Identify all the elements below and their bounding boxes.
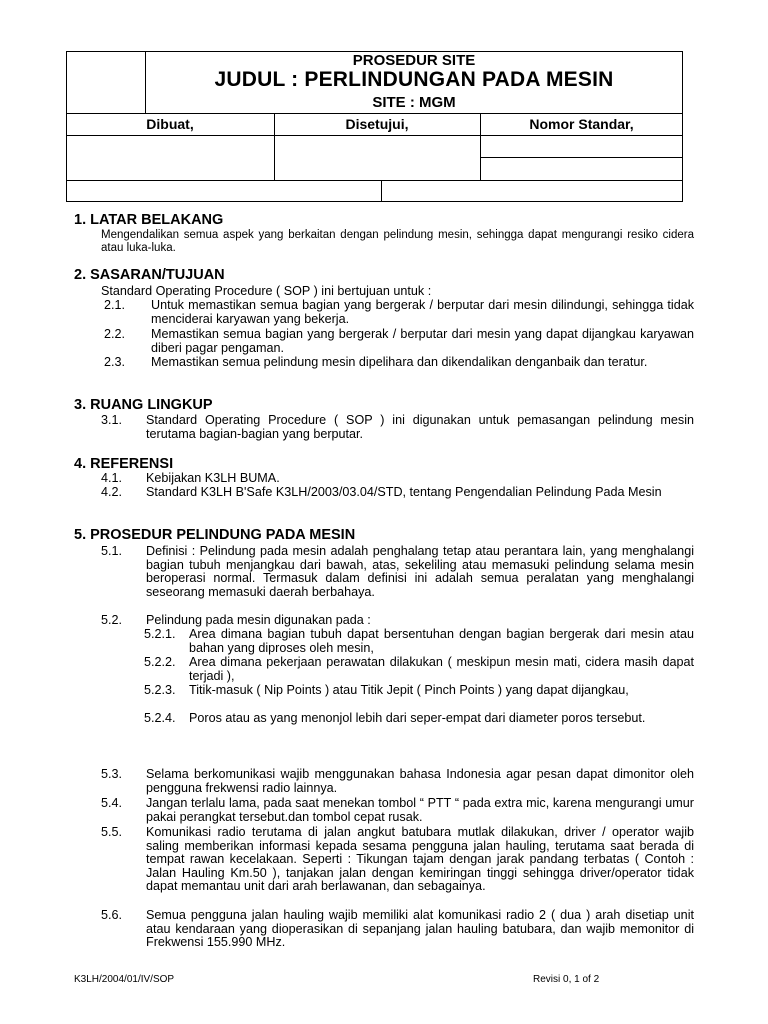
item-number: 5.2.3. <box>144 683 176 697</box>
section-title-referensi: 4. REFERENSI <box>74 456 174 472</box>
list-item: Standard Operating Procedure ( SOP ) ini digunakan untuk pemasangan pelindung mesin terutama bagian-bagian yang berputar. <box>146 413 694 441</box>
item-number: 2.3. <box>104 355 126 369</box>
item-number: 5.2.1. <box>144 627 176 641</box>
list-item: Area dimana bagian tubuh dapat bersentuhan dengan bagian bergerak dari mesin atau bahan yang diproses oleh mesin, <box>189 627 694 655</box>
list-item: Semua pengguna jalan hauling wajib memiliki alat komunikasi radio 2 ( dua ) arah disetiap unit atau kendaraan yang dioperasikan di sepanjang jalan hauling batubara, dan wajib memonitor di Frekwensi 155.990 MHz. <box>146 908 694 950</box>
footer-revision: Revisi 0, 1 of 2 <box>533 974 600 985</box>
header-divider <box>480 157 683 158</box>
label-nomor-standar: Nomor Standar, <box>529 116 634 132</box>
item-number: 5.2.4. <box>144 711 176 725</box>
item-number: 5.2. <box>101 613 123 627</box>
item-number: 5.5. <box>101 825 123 839</box>
list-item: Selama berkomunikasi wajib menggunakan bahasa Indonesia agar pesan dapat dimonitor oleh pengguna frekwensi radio lainnya. <box>146 767 694 795</box>
item-number: 4.1. <box>101 471 123 485</box>
section-title-sasaran: 2. SASARAN/TUJUAN <box>74 267 225 283</box>
label-disetujui: Disetujui, <box>345 116 409 132</box>
list-item: Memastikan semua bagian yang bergerak / berputar dari mesin yang dapat dijangkau karyawan diberi pagar pengaman. <box>151 327 694 355</box>
list-item: Pelindung pada mesin digunakan pada : <box>146 613 371 627</box>
list-item: Memastikan semua pelindung mesin dipelihara dan dikendalikan denganbaik dan teratur. <box>151 355 648 369</box>
doc-type: PROSEDUR SITE <box>352 52 476 69</box>
section-text: Mengendalikan semua aspek yang berkaitan dengan pelindung mesin, sehingga dapat mengurangi resiko cidera atau luka-luka. <box>101 229 694 254</box>
header-divider <box>66 113 683 114</box>
item-number: 5.1. <box>101 544 123 558</box>
section-title-prosedur: 5. PROSEDUR PELINDUNG PADA MESIN <box>74 527 356 543</box>
doc-title: JUDUL : PERLINDUNGAN PADA MESIN <box>214 68 614 91</box>
list-item: Kebijakan K3LH BUMA. <box>146 471 280 485</box>
doc-site: SITE : MGM <box>372 94 456 111</box>
logo-cell <box>67 52 146 114</box>
list-item: Titik-masuk ( Nip Points ) atau Titik Jepit ( Pinch Points ) yang dapat dijangkau, <box>189 683 629 697</box>
item-number: 5.6. <box>101 908 123 922</box>
item-number: 5.4. <box>101 796 123 810</box>
list-item: Komunikasi radio terutama di jalan angkut batubara mutlak dilakukan, driver / operator wajib saling memberikan informasi kepada sesama pengguna jalan hauling, terutama saat berada di tempat rawan kecelakaan. Seperti : Tikungan tajam dengan jarak pandang terbatas ( Contoh : Jalan Hauling Km.50 ), tanjakan jalan dengan kemiringan tinggi sehingga driver/operator tidak dapat memantau unit dari arah berlawanan, dan sebagainya. <box>146 825 694 894</box>
list-item: Standard K3LH B'Safe K3LH/2003/03.04/STD, tentang Pengendalian Pelindung Pada Mesin <box>146 485 662 499</box>
label-dibuat: Dibuat, <box>146 116 194 132</box>
list-item: Untuk memastikan semua bagian yang bergerak / berputar dari mesin dilindungi, sehingga tidak menciderai karyawan yang bekerja. <box>151 298 694 326</box>
item-number: 2.1. <box>104 298 126 312</box>
item-number: 4.2. <box>101 485 123 499</box>
section-title-ruang-lingkup: 3. RUANG LINGKUP <box>74 397 213 413</box>
header-divider <box>66 135 683 136</box>
item-number: 5.3. <box>101 767 123 781</box>
header-divider <box>381 180 382 202</box>
list-item: Definisi : Pelindung pada mesin adalah penghalang tetap atau perantara lain, yang menghalangi bagian tubuh menjangkau dari bawah, atas, sekeliling atau memasuki pelindung selama mesin beroperasi normal. Termasuk dalam definisi ini adalah semua peralatan yang menghalangi seseorang memasuki daerah berbahaya. <box>146 544 694 599</box>
section-title-latar-belakang: 1. LATAR BELAKANG <box>74 212 224 228</box>
footer-doc-code: K3LH/2004/01/IV/SOP <box>74 974 175 985</box>
header-divider <box>66 180 683 181</box>
section-intro: Standard Operating Procedure ( SOP ) ini bertujuan untuk : <box>101 284 432 298</box>
item-number: 2.2. <box>104 327 126 341</box>
item-number: 5.2.2. <box>144 655 176 669</box>
item-number: 3.1. <box>101 413 123 427</box>
list-item: Jangan terlalu lama, pada saat menekan tombol “ PTT “ pada extra mic, karena mengurangi umur pakai perangkat tersebut.dan tombol cepat rusak. <box>146 796 694 824</box>
list-item: Poros atau as yang menonjol lebih dari seper-empat dari diameter poros tersebut. <box>189 711 646 725</box>
list-item: Area dimana pekerjaan perawatan dilakukan ( meskipun mesin mati, cidera masih dapat terjadi ), <box>189 655 694 683</box>
